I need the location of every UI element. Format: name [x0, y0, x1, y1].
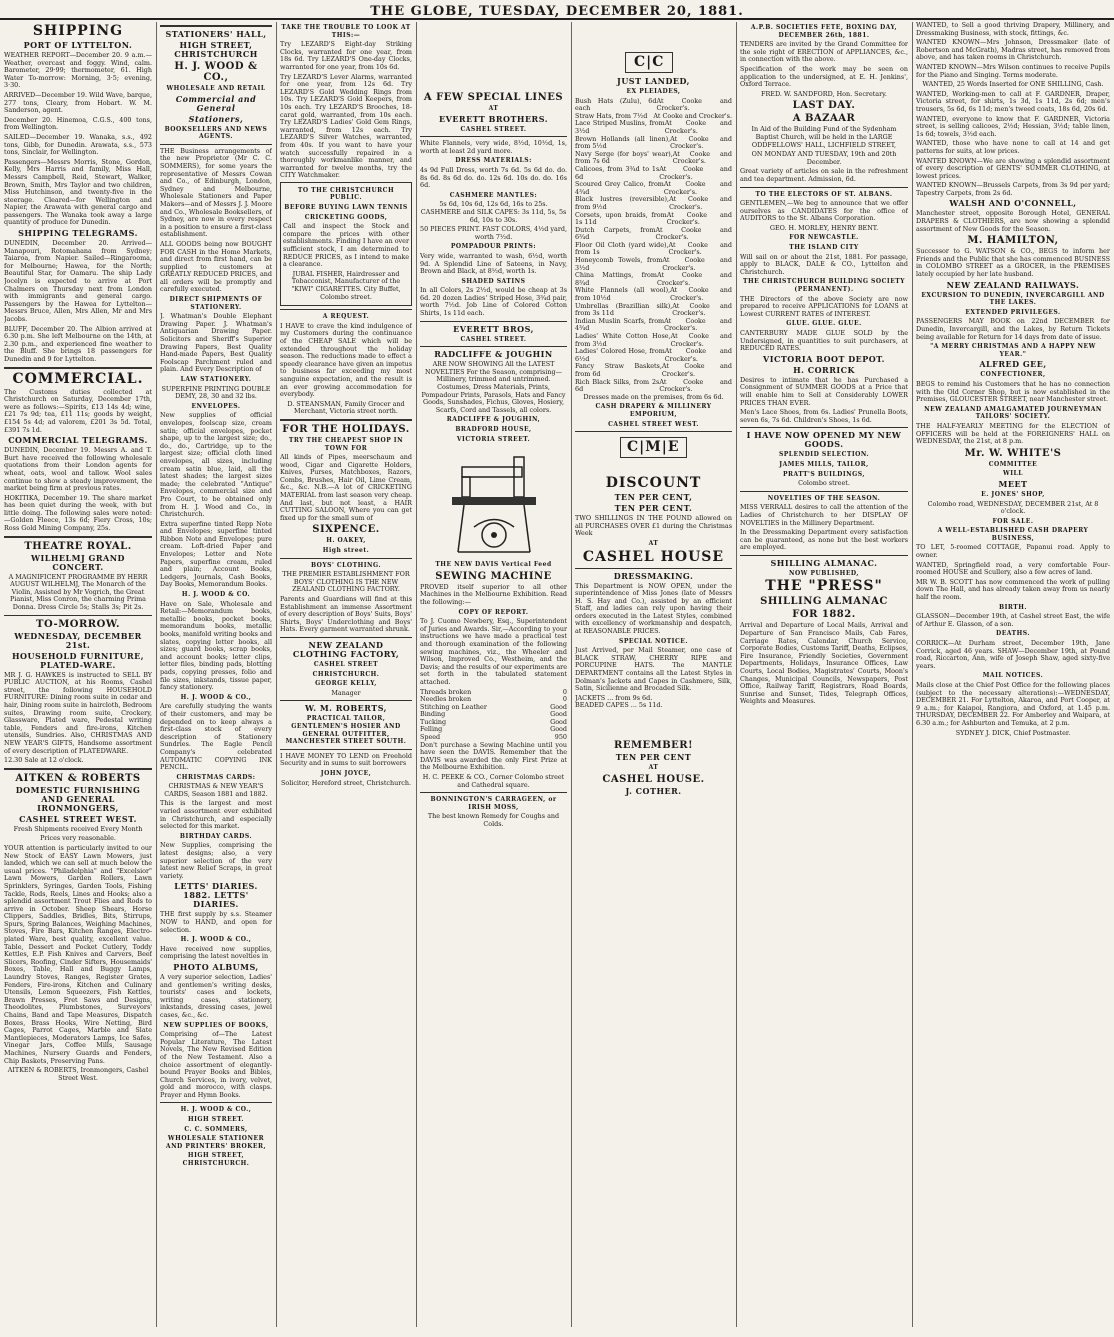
- island-city: THE ISLAND CITY: [789, 244, 859, 252]
- cashel-west: CASHEL STREET WEST.: [608, 420, 699, 428]
- special-lines: A FEW SPECIAL LINES: [423, 92, 564, 103]
- everett-cashel: CASHEL STREET.: [460, 125, 527, 133]
- hjwood-3: H. J. WOOD & CO.,: [180, 693, 252, 701]
- household-heading: HOUSEHOLD FURNITURE, PLATED-WARE.: [11, 650, 145, 670]
- sewing-machine-illustration: [444, 447, 544, 557]
- joyce-name: JOHN JOYCE,: [320, 769, 372, 777]
- column-everett: A FEW SPECIAL LINES AT EVERETT BROTHERS. CASHEL STREET. White Flannels, very wide, 8½d, 10½d, 1s, worth at least 2d yard more. DRESS MATERIALS: 4s 9d Full Dress, worth 7s 6d. 5s 6d do. do. 8s 6d. 8s 6d do. do. 12s 6d. 10s do. do. 16s 6d. CASHMERE MANTLES: 5s 6d, 10s 6d, 12s 6d, 16s to 25s. CASHMERE and SILK CAPES: 3s 11d, 5s, 5s 6d, 10s to 30s. 50 PIECES PRINT. FAST COLORS, 4½d yard, worth 7½d. POMPADOUR PRINTS: Very wide, warranted to wash, 6½d, worth 9d. A Splendid Line of Sateens, in Navy, Brown and Black, at 8½d, worth 1s. SHADED SATINS In all Colors, 2s 2½d, would be cheap at 3s 6d. 20 dozen Ladies' Striped Hose, 3¾d pair, worth 7½d. Job Line of Colored Cotton Shirts, 1s 11d each. EVERETT BROS, CASHEL STREET. RADCLIFFE & JOUGHIN ARE NOW SHOWING All the LATEST NOVELTIES For the Season, comprising— Millinery, trimmed and untrimmed. Costumes, Dress Materials, Prints, Pompadour Prints, Parasols, Hats and Fancy Goods, Sunshades, Fichus, Gloves, Hosiery, Scarfs, Cord and Tassels, all colors. RADCLIFFE & JOUGHIN, BRADFORD HOUSE, VICTORIA STREET. THE NEW DAVIS Vertical Feed SEWING MACHINE PROVED itself superior to all other Machines in the Melbourne Exhibition. Read the following:— COPY OF REPORT. To J. Cuomo Newbery, Esq., Superintendent of Juries and Awards. Sir,—According to your instructions we have made a practical test and thorough examination of the following sewing machines, viz., the Wheeler and Wilson, Improved Co., Westheim, and the Davis; and the results of our experiments are set forth in the tabulated statement attached. Threads broken 0 Needles broken 0 Stitching on Leather Good Binding Good Tucking Good Felling Good Speed 950 Don't purchase a Sewing Machine until you have seen the DAVIS. Remember that the DAVIS was awarded the only First Prize at the Melbourne Exhibition. H. C. PEEKE & CO., Corner Colombo street and Cathedral square. BONNINGTON'S CARRAGEEN, or IRISH MOSS, The best known Remedy for Coughs and Colds.: [420, 92, 567, 828]
- holidays-heading: FOR THE HOLIDAYS.: [282, 423, 410, 435]
- merry-heading: "A MERRY CHRISTMAS AND A HAPPY NEW YEAR.": [930, 343, 1096, 358]
- victoria-depot: VICTORIA BOOT DEPOT.: [763, 353, 885, 364]
- commercial-heading: COMMERCIAL.: [12, 370, 144, 387]
- column-cashel-house: C|C JUST LANDED, EX PLEIADES, Bush Hats (Zulu), 6d each At Cooke and Crocker's. Straw Hats, from 7½d At Cooke and Crocker's. Lace Striped Muslins, from 3½d At Cooke and Crocker's. Brown Hollands (all linen), from 5½d At Cooke and Crocker's. Navy Serge (for boys' wear), from 7s 6d At Cooke and Crocker's. Calicoes, from 3¾d to 1s 6d At Cooke and Crocker's. Scoured Grey Calico, from 4¾d At Cooke and Crocker's. Black lustres (reversible), from 9½d At Cooke and Crocker's. Corsets, upon braids, from 1s 11d At Cooke and Crocker's. Dutch Carpets, from 6¾d At Cooke and Crocker's. Floor Oil Cloth (yard wide), from 1s At Cooke and Crocker's. Honeycomb Towels, from 3½d At Cooke and Crocker's. China Mattings, from 8¾d At Cooke and Crocker's. White Flannels (all wool), from 10½d At Cooke and Crocker's. Umbrellas (Brazillian silk), from 3s 11d At Cooke and Crocker's. Indian Muslin Scarfs, from 4¾d At Cooke and Crocker's. Ladies' White Cotton Hose, from 3½d At Cooke and Crocker's. Ladies' Colored Hose, from 6½d At Cooke and Crocker's. Fancy Straw Baskets, from 6d At Cooke and Crocker's. Rich Black Silks, from 2s 6d At Cooke and Crocker's. Dresses made on the premises, from 6s 6d. CASH DRAPERY & MILLINERY EMPORIUM, CASHEL STREET WEST. C|M|E DISCOUNT TEN PER CENT, TEN PER CENT. TWO SHILLINGS IN THE POUND allowed on all PURCHASES OVER £1 during the Christmas Week AT CASHEL HOUSE DRESSMAKING. This Department is NOW OPEN, under the superintendence of Miss Jones (late of Messrs H. S. Hay and Co.), assisted by an efficient Staff, and ladies can rely upon having their orders executed in the Latest Styles, combined with excellency of workmanship and despatch, at REASONABLE PRICES. SPECIAL NOTICE. Just Arrived, per Mail Steamer, one case of BLACK STRAW, CHERRY RIPE and PORCUPINE HATS. The MANTLE DEPARTMENT contains all the Latest Styles in Dolman's Jackets and Capes in Cashmere, Silk, Satin, Sicilienne and Brocaded Silk. JACKETS ... from 9s 6d. BEADED CAPES ... 5s 11d. REMEMBER! TEN PER CENT AT CASHEL HOUSE. J. COTHER.: [575, 54, 732, 796]
- aitken-prices: Prices very reasonable.: [40, 834, 116, 843]
- arrived-notice: ARRIVED—December 19. Wild Wave, barque, 277 tons, Cleary, from Hobart. W. M. Sanderson, agent.: [4, 90, 152, 115]
- newcastle: FOR NEWCASTLE.: [789, 234, 859, 242]
- splendid-selection: SPLENDID SELECTION.: [778, 451, 870, 459]
- report-heading: COPY OF REPORT.: [458, 608, 529, 616]
- joyce-sub: Solicitor, Hereford street, Christchurch.: [281, 778, 411, 787]
- christmas-cards: CHRISTMAS CARDS:: [176, 773, 256, 781]
- almanac-heading: SHILLING ALMANAC: [760, 596, 888, 608]
- tailors-heading: NEW ZEALAND AMALGAMATED JOURNEYMAN TAILORS' SOCIETY.: [924, 405, 1102, 421]
- column-rule: [416, 22, 417, 1327]
- novelties-heading: NOVELTIES OF THE SEASON.: [767, 494, 881, 502]
- radcliffe-2: RADCLIFFE & JOUGHIN,: [446, 416, 541, 424]
- special-notice: SPECIAL NOTICE.: [619, 637, 688, 645]
- lezard-text: Try LEZARD'S Eight-day Striking Clocks, warranted for one year, from 18s 6d. Try LEZARD'S One-day Clocks, warranted for one year, from 10s 6d.: [280, 40, 412, 71]
- birth-heading: BIRTH.: [999, 603, 1027, 611]
- column-rule: [276, 22, 277, 1327]
- sommers-name: C. C. SOMMERS,: [184, 1125, 248, 1133]
- jones-shop: E. JONES' SHOP,: [981, 490, 1045, 498]
- wholesale-stationer: WHOLESALE STATIONER AND PRINTERS' BROKER,: [165, 1135, 267, 1150]
- confectioner: CONFECTIONER,: [980, 371, 1046, 379]
- bonnington-heading: BONNINGTON'S CARRAGEEN, or IRISH MOSS,: [430, 796, 557, 811]
- wanted-1: WANTED, to Sell a good thriving Drapery, Millinery, and Dressmaking Business, with stock, fittings, &c.: [916, 22, 1110, 37]
- before-buying: BEFORE BUYING LAWN TENNIS: [284, 204, 408, 212]
- cashel-street: CASHEL STREET: [313, 660, 379, 668]
- nz-clothing: NEW ZEALAND CLOTHING FACTORY,: [292, 639, 400, 659]
- cashel-house-2: CASHEL HOUSE.: [602, 773, 705, 785]
- oakey-name: H. OAKEY,: [326, 537, 366, 545]
- ex-pleiades: EX PLEIADES,: [626, 88, 681, 95]
- letts-diaries: LETTS' DIARIES. 1882. LETTS' DIARIES.: [174, 881, 258, 910]
- radcliffe-sub: ARE NOW SHOWING All the LATEST NOVELTIES For the Season, comprising—: [425, 360, 562, 376]
- cashel-house: CASHEL HOUSE: [582, 548, 725, 565]
- alfred-gee: ALFRED GEE,: [979, 359, 1047, 370]
- for-sale: FOR SALE.: [992, 517, 1034, 525]
- hjwood-5: H. J. WOOD & CO.,: [180, 1106, 252, 1114]
- white-heading: Mr. W. WHITE'S: [964, 447, 1062, 459]
- remember-heading: REMEMBER!: [614, 740, 693, 751]
- cash-drapery-business: A WELL-ESTABLISHED CASH DRAPERY BUSINESS,: [937, 527, 1089, 542]
- pratt-buildings: PRATT'S BUILDINGS,: [783, 470, 865, 478]
- weather-report: WEATHER REPORT—December 20. 9 a.m.—Weather, overcast and foggy. Wind, calm. Barometer, 29·99; thermometer, 61. High Water To-morrow: Morning, 3·5; evening, 3·30.: [4, 51, 152, 90]
- deaths-heading: DEATHS.: [996, 630, 1030, 638]
- two-shillings: TWO SHILLINGS IN THE POUND allowed on all PURCHASES OVER £1 during the Christmas Week: [575, 514, 732, 538]
- cme-logo: C|M|E: [620, 437, 687, 458]
- kelly-name: GEORGE KELLY,: [315, 680, 377, 688]
- dress-materials: DRESS MATERIALS:: [455, 157, 532, 165]
- christchurch: CHRISTCHURCH.: [312, 670, 380, 678]
- column-rule: [571, 22, 572, 1327]
- meet-label: MEET: [998, 478, 1028, 489]
- column-shipping: SHIPPING PORT OF LYTTELTON. WEATHER REPORT—December 20. 9 a.m.—Weather, overcast and foggy. Wind, calm. Barometer, 29·99; thermometer, 61. High Water To-morrow: Morning, 3·5; evening, 3·30. ARRIVED—December 19. Wild Wave, barque, 277 tons, Cleary, from Hobart. W. M. Sanderson, agent. December 20. Hinemoa, C.G.S., 400 tons, from Wellington. SAILED—December 19. Wanaka, s.s., 492 tons, Gibb, for Dunedin. Arawata, s.s., 573 tons, Sinclair, for Wellington. Passengers—Messrs Morris, Stone, Gordon, Kelly, Mrs Harris and family, Miss Hall, Messrs Campbell, Reid, Stewart, Walker, Brown, Smith, Mrs Taylor and two children, Miss Hutchinson, and twenty-five in the steerage. Cleared—for Wellington and Napier, the Arawata with general cargo and passengers. The Wanaka took away a large quantity of produce for Dunedin. SHIPPING TELEGRAMS. DUNEDIN, December 20. Arrived—Manapouri, Rotomahana from Sydney; Taiaroa, from Napier. Sailed—Ringarooma, for Melbourne; Hawea, for the North; Beautiful Star, for Oamaru. The ship Lady Jocelyn is expected to arrive at Port Chalmers on Thursday next from London with immigrants and general cargo. Passengers by the Hawea for Lyttelton—Messrs Bruce, Allen, Mrs Allen, Mr and Mrs Jacobs. BLUFF, December 20. The Albion arrived at 6.30 p.m. She left Melbourne on the 14th, at 2.30 p.m., and experienced fine weather to the Bluff. She brings 18 passengers for Dunedin and 9 for Lyttelton. COMMERCIAL. The Customs duties collected at Christchurch on Saturday, December 17th, were as follows:—Spirits, £13 14s 4d; wine, £21 7s 9d; tea, £11 11s; goods by weight, £154 5s 4d; ad valorem, £201 3s 5d. Total, £391 7s 1d. COMMERCIAL TELEGRAMS. DUNEDIN, December 19. Messrs A. and T. Burt have received the following wholesale quotations from their London agents for wheat, oats, wool and tallow. Wool sales continue to show a steady improvement, the market being firm at previous rates. HOKITIKA, December 19. The share market has been quiet during the week, with but little doing. The following sales were noted:—Golden Fleece, 13s 6d; Fiery Cross, 10s; Ross Gold Mining Company, 25s. THEATRE ROYAL. WILHELMJ GRAND CONCERT. A MAGNIFICENT PROGRAMME BY HERR AUGUST WILHELMJ, The Monarch of the Violin, Assisted by Mr Vogrich, the Great Pianist, Miss Conron, the charming Prima Donna. Dress Circle 5s; Stalls 3s; Pit 2s. TO-MORROW. WEDNESDAY, DECEMBER 21st. HOUSEHOLD FURNITURE, PLATED-WARE. MR J. G. HAWKES is instructed to SELL BY PUBLIC AUCTION, at his Rooms, Cashel street, the following HOUSEHOLD FURNITURE: Dining room suite in cedar and hair, Dining room suite in haircloth, Bedroom suites, Drawing room suite, Crockery, Glassware, Plated ware, Pedestal writing table, Fenders and fire-irons, Kitchen utensils, Sundries. Also, CHRISTMAS AND NEW YEAR'S GIFTS, Handsome assortment of every description of PLATEDWARE. 12.30 Sale at 12 o'clock. AITKEN & ROBERTS DOMESTIC FURNISHING AND GENERAL IRONMONGERS, CASHEL STREET WEST. Fresh Shipments received Every Month Prices very reasonable. YOUR attention is particularly invited to our New Stock of EASY Lawn Mowers, just landed, which we can sell at much below the usual prices. "Philadelphia" and "Excelsior" Lawn Mowers, Garden Rollers, Lawn Sprinklers, Syringes, Garden Tools, Fishing Tackle, Rods, Reels, Lines and Hooks; also a splendid assortment Trout Flies and Rods to arrive in October. Sheep Shears, Horse Clippers, Saddles, Bridles, Bits, Stirrups, Spurs, Spring Balances, Weighing Machines, Stoves, Fire Bars, Kitchen Ranges, Electro-plated Ware, best quality, excellent value. Table, Dessert and Pocket Cutlery, Toddy Kettles, E.P. Fish Knives and Carvers, Beef Slicers, Roofing, Cinder Sifters, Housemaids' Boxes, Table, Hall and Buggy Lamps, Laundry Stoves, Ranges, Register Grates, Fenders, Fire-irons, Kitchen and Culinary Utensils, Lemon Squeezers, Fish Kettles, Brawn Presses, Fret Saws and Designs, Theodolites, Plumbstones, Surveyors' Chains, Band and Tape Measures, Dispatch Boxes, Brass Hooks, Wire Netting, Bird Cages, Parrot Cages, Marble and Slate Mantlepieces, Moderators Lamps, Ice Safes, Vinegar Jars, Coffee Mills, Sausage Machines, Nursery Guards and Fenders, Chip Baskets, Preserving Pans. AITKEN & ROBERTS, Ironmongers, Cashel Street West.: [4, 23, 152, 1082]
- aitken-heading: AITKEN & ROBERTS: [15, 772, 141, 784]
- photo-albums: PHOTO ALBUMS,: [173, 961, 259, 972]
- extended-heading: EXTENDED PRIVILEGES.: [965, 308, 1061, 316]
- victoria-street: VICTORIA STREET.: [456, 435, 531, 443]
- public-heading: TO THE CHRISTCHURCH PUBLIC.: [297, 186, 395, 202]
- mail-notices: MAIL NOTICES.: [982, 672, 1044, 680]
- bazaar-heading: A BAZAAR: [792, 113, 856, 125]
- cc-logo: C|C: [625, 52, 673, 73]
- everett-cashel-2: CASHEL STREET.: [460, 335, 527, 343]
- new-goods: I HAVE NOW OPENED MY NEW GOODS.: [746, 430, 902, 450]
- everett-heading: EVERETT BROTHERS.: [439, 113, 548, 124]
- bonnington-sub: The best known Remedy for Coughs and Colds.: [427, 812, 560, 828]
- manager-label: Manager: [331, 688, 361, 697]
- morley-names: GEO. H. MORLEY, HENRY BENT.: [769, 223, 879, 232]
- everett-heading-2: EVERETT BROS,: [453, 323, 534, 334]
- discount-heading: DISCOUNT: [605, 475, 702, 492]
- booksellers-label: BOOKSELLERS AND NEWS AGENTS.: [164, 125, 268, 141]
- direct-shipments: DIRECT SHIPMENTS OF STATIONERY.: [169, 296, 263, 311]
- at-label-2: AT: [648, 539, 659, 547]
- now-published: NOW PUBLISHED,: [788, 569, 860, 577]
- ten-per-cent-3: TEN PER CENT: [615, 752, 692, 762]
- column-lezard: TAKE THE TROUBLE TO LOOK AT THIS:— Try LEZARD'S Eight-day Striking Clocks, warranted for one year, from 18s 6d. Try LEZARD'S One-day Clocks, warranted for one year, from 10s 6d. Try LEZARD'S Lever Alarms, warranted for one year, from 12s 6d. Try LEZARD'S Gold Wedding Rings from 10s. Try LEZARD'S Gold Keepers, from 10s each. Try LEZARD'S Brooches, 18-carat gold, warranted, from 10s each. Try LEZARD'S Ladies' Gold Gem Rings, warranted, from 12s each. Try LEZARD'S Silver Watches, warranted, from 40s. If you want to have your watch successfully repaired in a thoroughly workmanlike manner, and warranted for twelve months, try the CITY Watchmaker. TO THE CHRISTCHURCH PUBLIC. BEFORE BUYING LAWN TENNIS CRICKETING GOODS, Call and inspect the Stock and compare the prices with other establishments. Finding I have an over sufficient stock, I am determined to REDUCE PRICES, as I intend to make a clearance. JUBAL FISHER, Hairdresser and Tobacconist, Manufacturer of the "KIWI" CIGARETTES. City Buffet, Colombo street. A REQUEST. I HAVE to crave the kind indulgence of my Customers during the continuance of the CHEAP SALE which will be extended throughout the holiday season. The reductions made to effect a speedy clearance have given an impetus to business far exceeding my most sanguine expectation, and the result is an ever growing accommodation for everybody. D. STEANSMAN, Family Grocer and Merchant, Victoria street north. FOR THE HOLIDAYS. TRY THE CHEAPEST SHOP IN TOWN FOR All kinds of Pipes, meerschaum and wood, Cigar and Cigarette Holders, Knives, Purses, Matchboxes, Razors, Combs, Brushes, Hair Oil, Lime Cream, &c., &c. N.B.—A lot of CRICKETING MATERIAL from last season very cheap. And last, but not least, a HAIR CUTTING SALOON, Where you can get fixed up for the small sum of SIXPENCE. H. OAKEY, High street. BOYS' CLOTHING. THE PREMIER ESTABLISHMENT FOR BOYS' CLOTHING IS THE NEW ZEALAND CLOTHING FACTORY. Parents and Guardians will find at this Establishment an immense Assortment of every description of Boys' Suits, Boys' Shirts, Boys' Underclothing and Boys' Hats. Every garment warranted shrunk. NEW ZEALAND CLOTHING FACTORY, CASHEL STREET CHRISTCHURCH. GEORGE KELLY, Manager W. M. ROBERTS, PRACTICAL TAILOR, GENTLEMEN'S HOSIER AND GENERAL OUTFITTER, MANCHESTER STREET SOUTH. I HAVE MONEY TO LEND on Freehold Security and in sums to suit borrowers JOHN JOYCE, Solicitor, Hereford street, Christchurch.: [280, 24, 412, 787]
- at-label-3: AT: [648, 764, 659, 771]
- christmas-text: CHRISTMAS & NEW YEAR'S CARDS, Season 1881 and 1882.: [164, 782, 268, 798]
- corrick-name: H. CORRICK: [793, 364, 855, 375]
- tomorrow-date: WEDNESDAY, DECEMBER 21st.: [14, 630, 142, 650]
- will-label: WILL: [1003, 470, 1023, 478]
- shipping-heading: SHIPPING: [32, 23, 124, 39]
- cash-drapery: CASH DRAPERY & MILLINERY EMPORIUM,: [595, 403, 712, 418]
- sewing-machine: SEWING MACHINE: [435, 570, 552, 582]
- bazaar-text: In Aid of the Building Fund of the Sydenham Baptist Church, will be held in the LARGE ODDFELLOWS' HALL, LICHFIELD STREET,: [751, 125, 897, 149]
- cricketing-goods: CRICKETING GOODS,: [304, 213, 388, 221]
- wholesale-label: WHOLESALE AND RETAIL: [166, 85, 266, 92]
- tenders-text: TENDERS are invited by the Grand Committee for the sole right of ERECTION of APPLIANCES, &c., in connection with the above.: [740, 40, 908, 64]
- lezard-heading: TAKE THE TROUBLE TO LOOK AT THIS:—: [281, 24, 411, 39]
- masthead: [0, 0, 1114, 20]
- at-label: AT: [488, 105, 499, 112]
- column-rule: [912, 22, 913, 1327]
- masthead-title: THE GLOBE, TUESDAY, DECEMBER 20, 1881.: [370, 4, 744, 19]
- electors-heading: TO THE ELECTORS OF ST. ALBANS.: [755, 190, 893, 198]
- oakey-street: High street.: [322, 547, 370, 555]
- commercial-text: The Customs duties collected at Christchurch on Saturday, December 17th, were as follows:—Spirits, £13 14s 4d; wine, £21 7s 9d; tea, £11 11s; goods by weight, £154 5s 4d; ad valorem, £201 3s 5d. Total, £391 7s 1d.: [4, 387, 152, 434]
- lend-text: I HAVE MONEY TO LEND on Freehold Security and in sums to suit borrowers: [280, 751, 412, 768]
- just-landed: JUST LANDED,: [617, 76, 690, 86]
- glue-heading: GLUE. GLUE. GLUE.: [786, 320, 862, 328]
- aitken-address: CASHEL STREET WEST.: [19, 813, 137, 824]
- shipping-telegrams-heading: SHIPPING TELEGRAMS.: [18, 228, 138, 239]
- boys-clothing: BOYS' CLOTHING.: [310, 561, 382, 569]
- column-wanted: WANTED, to Sell a good thriving Drapery, Millinery, and Dressmaking Business, with stock, fittings, &c. WANTED KNOWN—Mrs Johnson, Dressmaker (late of Robertson and McGrath), Madras street, has removed from above, and has taken rooms in Christchurch. WANTED KNOWN—Mrs Wilson continues to receive Pupils for the Piano and Singing. Terms moderate. WANTED, 25 Words Inserted for ONE SHILLING, Cash. WANTED, Working-men to call at F. GARDNER, Draper, Victoria street, for shirts, 1s 3d, 1s 11d, 2s 6d; men's trousers, 5s 6d, 6s 11d; men's tweed coats, 18s 6d, 20s 6d. WANTED, everyone to know that F. GARDNER, Victoria street, is selling calicoes, 2½d; Hessian, 3½d; table linen, 1s 6d; towels, 3½d each. WANTED, those who have none to call at 14 and get patterns for suits, at low prices. WANTED KNOWN—We are showing a splendid assortment of every description of GENTS' SUMMER CLOTHING, at lowest prices. WANTED KNOWN—Brussels Carpets, from 3s 9d per yard; Tapestry Carpets, from 2s 6d. WALSH AND O'CONNELL, Manchester street, opposite Borough Hotel, GENERAL DRAPERS & CLOTHIERS, are now showing a splendid assortment of New Goods for the Season. M. HAMILTON, Successor to G. WATSON & CO., BEGS to inform her Friends and the Public that she has commenced BUSINESS in COLOMBO STREET as a GROCER, in the PREMISES lately occupied by her late husband. NEW ZEALAND RAILWAYS. EXCURSION TO DUNEDIN, INVERCARGILL AND THE LAKES. EXTENDED PRIVILEGES. PASSENGERS MAY BOOK on 22nd DECEMBER for Dunedin, Invercargill, and the Lakes, by Return Tickets being available for Return for 14 days from date of issue. "A MERRY CHRISTMAS AND A HAPPY NEW YEAR." ALFRED GEE, CONFECTIONER, BEGS to remind his Customers that he has no connection with the Old Corner Shop, but is now established in the Premises, GLOUCESTER STREET, near Manchester street. NEW ZEALAND AMALGAMATED JOURNEYMAN TAILORS' SOCIETY. THE HALF-YEARLY MEETING for the ELECTION of OFFICERS will be held at the FOREIGNERS' HALL on WEDNESDAY, the 21st, at 8 p.m. Mr. W. WHITE'S COMMITTEE WILL MEET E. JONES' SHOP, Colombo road, WEDNESDAY, DECEMBER 21st, At 8 o'clock. FOR SALE. A WELL-ESTABLISHED CASH DRAPERY BUSINESS, TO LET, 5-roomed COTTAGE, Papanui road. Apply to owner. WANTED, Springfield road, a very comfortable Four-roomed HOUSE and Scullery, also a few acres of land. MR W. B. SCOTT has now commenced the work of pulling down The Hall, and has already taken away from us nearly half the room. BIRTH. GLASSON—December 19th, at Cashel street East, the wife of Arthur E. Glasson, of a son. DEATHS. CORRICK—At Durham street, December 19th, Jane Corrick, aged 46 years. SHAW—December 19th, at Pound road, Riccarton, Ann, wife of Joseph Shaw, aged sixty-five years. MAIL NOTICES. Mails close at the Chief Post Office for the following places (subject to the necessary alterations):—WEDNESDAY, DECEMBER 21. For Lyttelton, Akaroa, and Port Cooper, at 9 a.m.; for Kaiapoi, Rangiora, and Oxford, at 1.45 p.m. THURSDAY, DECEMBER 22. For Amberley and Waipara, at 6.30 a.m.; for Ashburton and Temuka, at 2 p.m. SYDNEY J. DICK, Chief Postmaster.: [916, 22, 1110, 737]
- envelopes-heading: ENVELOPES.: [191, 402, 241, 410]
- column-stationers: STATIONERS' HALL, HIGH STREET, CHRISTCHURCH H. J. WOOD & CO., WHOLESALE AND RETAIL Commercial and General Stationers, BOOKSELLERS AND NEWS AGENTS. THE Business arrangements of the new Proprietor (Mr C. C. SOMMERS), for some years the representative of Messrs Cowan and Co., of Edinburgh, London, Sydney and Melbourne, Wholesale Stationers and Paper Makers—and of Messrs J. J. Moore and Co., Wholesale Booksellers, of Sydney, are now in every respect in a position to ensure a first-class establishment. ALL GOODS being now BOUGHT FOR CASH in the Home Markets, and direct from first hand, can be supplied to customers at GREATLY REDUCED PRICES, and all orders will be promptly and carefully executed. DIRECT SHIPMENTS OF STATIONERY. J. Whatman's Double Elephant Drawing Paper. J. Whatman's Antiquarian Drawing Paper. Solicitors and Sheriff's Superior Drawing Papers, Best Quality Hand-made Papers, Best Quality Foolscap Parchment ruled and plain. And Every Description of LAW STATIONERY. SUPERFINE PRINTING DOUBLE DEMY, 28, 30 and 32 lbs. ENVELOPES. New supplies of official envelopes, foolscap size, cream satin; official envelopes, pocket shape, up to the largest size; do., do., do., Cartridge, up to the largest size; official cloth lined envelopes, all sizes, including cream satin blue, laid, all the latest shades; the largest sizes made; the celebrated "Antique" Envelopes, commercial size and Pro Court, to be obtained only from H. J. Wood and Co., in Christchurch. Extra superfine tinted Repp Note and Envelopes; superfine tinted Ribbon Note and Envelopes; pure cream. Loft-dried Paper and Envelopes; Letter and Note Papers, superfine cream, ruled and plain; Account Books, Ledgers, Journals, Cash Books, Day Books, Memorandum Books. H. J. WOOD & CO. Have on Sale, Wholesale and Retail:—Memorandum books, metallic books, pocket books, memorandum books, metallic books, manifold writing books and slates, copying letter books, all sizes; guard books, scrap books, and account books; letter clips, letter files, binding pads, blotting pads, copying presses, folio and file sizes, inkstands, tissue paper, fancy stationery. H. J. WOOD & CO., Are carefully studying the wants of their customers, and may be depended on to keep always a first-class stock of every description of Stationery Sundries. The Eagle Pencil Company's celebrated AUTOMATIC COPYING INK PENCIL. CHRISTMAS CARDS: CHRISTMAS & NEW YEAR'S CARDS, Season 1881 and 1882. This is the largest and most varied assortment ever exhibited in Christchurch, and especially selected for this market. BIRTHDAY CARDS. New Supplies, comprising the latest designs; also, a very superior selection of the very latest new Relief Scraps, in great variety. LETTS' DIARIES. 1882. LETTS' DIARIES. THE first supply by s.s. Steamer NOW to HAND, and open for selection. H. J. WOOD & CO., Have received now supplies, comprising the latest novelties in PHOTO ALBUMS, A very superior selection, Ladies' and gentlemen's writing desks, tourists' cases and lockets, writing cases, stationery, inkstands, dressing cases, jewel cases, &c., &c. NEW SUPPLIES OF BOOKS, Comprising of—The Latest Popular Literature, The Latest Novels, The New Revised Edition of the New Testament. Also a choice assortment of elegantly-bound Prayer Books and Bibles, Church Services, in ivory, velvet, gold and morocco, with clasps. Prayer and Hymn Books. H. J. WOOD & CO., HIGH STREET. C. C. SOMMERS, WHOLESALE STATIONER AND PRINTERS' BROKER, HIGH STREET, CHRISTCHURCH.: [160, 22, 272, 1327]
- premier-text: THE PREMIER ESTABLISHMENT FOR BOYS' CLOTHING IS THE NEW ZEALAND CLOTHING FACTORY.: [282, 570, 410, 594]
- stationers-hall: STATIONERS' HALL,: [165, 29, 267, 39]
- wanted-2: WANTED, 25 Words Inserted for ONE SHILLING, Cash.: [922, 80, 1104, 89]
- column-rule: [736, 22, 737, 1327]
- new-books: NEW SUPPLIES OF BOOKS,: [163, 1021, 269, 1029]
- sandford-name: FRED. W. SANDFORD, Hon. Secretary.: [761, 89, 887, 98]
- tomorrow-heading: TO-MORROW.: [36, 618, 120, 630]
- sommers-address: HIGH STREET, CHRISTCHURCH.: [182, 1152, 250, 1168]
- birthday-cards: BIRTHDAY CARDS.: [179, 832, 253, 840]
- column-rule: [156, 22, 157, 1327]
- committee-label: COMMITTEE: [988, 460, 1038, 468]
- column-notices: A.P.B. SOCIETIES FETE, BOXING DAY, DECEMBER 26th, 1881. TENDERS are invited by the Grand Committee for the sole right of ERECTION of APPLIANCES, &c., in connection with the above. Specification of the work may be seen on application to the undersigned, at E. H. Jenkins', Oxford Terrace. FRED. W. SANDFORD, Hon. Secretary. LAST DAY. A BAZAAR In Aid of the Building Fund of the Sydenham Baptist Church, will be held in the LARGE ODDFELLOWS' HALL, LICHFIELD STREET, ON MONDAY AND TUESDAY, 19th and 20th December. Great variety of articles on sale in the refreshment and tea department. Admission, 6d. TO THE ELECTORS OF ST. ALBANS. GENTLEMEN,—We beg to announce that we offer ourselves as CANDIDATES for the office of AUDITORS to the St. Albans Corporation. GEO. H. MORLEY, HENRY BENT. FOR NEWCASTLE. THE ISLAND CITY Will sail on or about the 21st, 1881. For passage, apply to BLACK, DALE & CO., Lyttelton and Christchurch. THE CHRISTCHURCH BUILDING SOCIETY (PERMANENT). THE Directors of the above Society are now prepared to receive APPLICATIONS for LOANS at Lowest CURRENT RATES of INTEREST. GLUE. GLUE. GLUE. CANTERBURY MADE GLUE SOLD by the Undersigned, in quantities to suit purchasers, at REDUCED RATES. VICTORIA BOOT DEPOT. H. CORRICK Desires to intimate that he has Purchased a Consignment of SUMMER GOODS at a Price that will enable him to Sell at Considerably LOWER PRICES THAN EVER. Men's Lace Shoes, from 6s. Ladies' Prunella Boots, seven 6s, 7s 6d. Children's Shoes, 1s 6d. I HAVE NOW OPENED MY NEW GOODS. SPLENDID SELECTION. JAMES MILLS, TAILOR, PRATT'S BUILDINGS, Colombo street. NOVELTIES OF THE SEASON. MISS VERRALL desires to call the attention of the Ladies of Christchurch to her DISPLAY OF NOVELTIES in the Millinery Department. In the Dressmaking Department every satisfaction can be guaranteed, as none but the best workers are employed. SHILLING ALMANAC. NOW PUBLISHED, THE "PRESS" SHILLING ALMANAC FOR 1882. Arrival and Departure of Local Mails, Arrival and Departure of San Francisco Mails, Cab Fares, Carriage Rates, Calendar, Church Service, Corporate Bodies, Customs Tariff, Deaths, Eclipses, Fire Insurance, Friendly Societies, Government Departments, Holidays, Insurance Offices, Law Courts, Local Bodies, Magistrates' Courts, Moon's Changes, Municipal Councils, Newspapers, Post Office, Railway Tariff, Registrars, Road Boards, Sunrise and Sunset, Tides, Telegraph Offices, Weights and Measures.: [740, 24, 908, 706]
- excursion-heading: EXCURSION TO DUNEDIN, INVERCARGILL AND THE LAKES.: [921, 291, 1105, 307]
- theatre-heading: THEATRE ROYAL.: [24, 540, 132, 552]
- dick-signature: SYDNEY J. DICK, Chief Postmaster.: [955, 728, 1071, 737]
- aitken-fresh: Fresh Shipments received Every Month: [13, 824, 143, 833]
- stationers-label: Stationers,: [188, 113, 244, 124]
- hjwood-4: H. J. WOOD & CO.,: [180, 936, 252, 944]
- bradford-house: BRADFORD HOUSE,: [455, 426, 532, 433]
- walsh-heading: WALSH AND O'CONNELL,: [949, 198, 1077, 209]
- ten-per-cent-2: TEN PER CENT.: [614, 503, 693, 514]
- cother-name: J. COTHER.: [625, 785, 682, 796]
- pompadour: POMPADOUR PRINTS:: [450, 243, 537, 251]
- stationers-address: HIGH STREET, CHRISTCHURCH: [174, 40, 258, 59]
- radcliffe-heading: RADCLIFFE & JOUGHIN: [434, 349, 553, 360]
- cheapest-shop: TRY THE CHEAPEST SHOP IN TOWN FOR: [288, 436, 404, 452]
- aitken-subheading: DOMESTIC FURNISHING AND GENERAL IRONMONGERS,: [15, 784, 141, 813]
- arrived-notice-2: December 20. Hinemoa, C.G.S., 400 tons, from Wellington.: [4, 115, 152, 132]
- shaded-satins: SHADED SATINS: [461, 277, 526, 285]
- mills-name: JAMES MILLS, TAILOR,: [779, 460, 869, 468]
- hjwood-heading: H. J. WOOD & CO.,: [174, 61, 258, 83]
- commercial-general: Commercial and General: [175, 93, 257, 113]
- roberts-heading: W. M. ROBERTS,: [305, 703, 387, 714]
- sixpence-heading: SIXPENCE.: [312, 524, 380, 536]
- bazaar-date: ON MONDAY AND TUESDAY, 19th and 20th December.: [751, 150, 897, 166]
- apb-heading: A.P.B. SOCIETIES FETE, BOXING DAY, DECEMBER 26th, 1881.: [750, 24, 898, 39]
- theatre-subheading: WILHELMJ GRAND CONCERT.: [31, 552, 125, 572]
- dressmaking: DRESSMAKING.: [613, 570, 694, 581]
- railways-heading: NEW ZEALAND RAILWAYS.: [946, 279, 1080, 290]
- hamilton-heading: M. HAMILTON,: [967, 235, 1059, 247]
- commercial-telegrams-heading: COMMERCIAL TELEGRAMS.: [8, 435, 148, 446]
- for-1882: FOR 1882.: [792, 609, 856, 621]
- the-press: THE "PRESS": [765, 578, 883, 595]
- cashmere-mantles: CASHMERE MANTLES:: [449, 191, 538, 199]
- hjwood-2: H. J. WOOD & CO.: [181, 591, 251, 599]
- law-stationery: LAW STATIONERY.: [180, 376, 252, 383]
- colombo: Colombo street.: [798, 479, 850, 488]
- davis-heading: THE NEW DAVIS Vertical Feed: [435, 561, 552, 569]
- sailed-notice: SAILED—December 19. Wanaka, s.s., 492 tons, Gibb, for Dunedin. Arawata, s.s., 573 tons, Sinclair, for Wellington.: [4, 132, 152, 157]
- shilling-almanac: SHILLING ALMANAC.: [770, 557, 878, 568]
- aitken-footer: AITKEN & ROBERTS, Ironmongers, Cashel Street West.: [7, 1066, 149, 1082]
- roberts-sub: PRACTICAL TAILOR, GENTLEMEN'S HOSIER AND GENERAL OUTFITTER, MANCHESTER STREET SOUTH.: [285, 715, 407, 746]
- last-day: LAST DAY.: [792, 100, 856, 112]
- port-heading: PORT OF LYTTELTON.: [23, 40, 133, 50]
- ten-per-cent: TEN PER CENT,: [614, 492, 693, 503]
- high-street: HIGH STREET.: [187, 1116, 245, 1124]
